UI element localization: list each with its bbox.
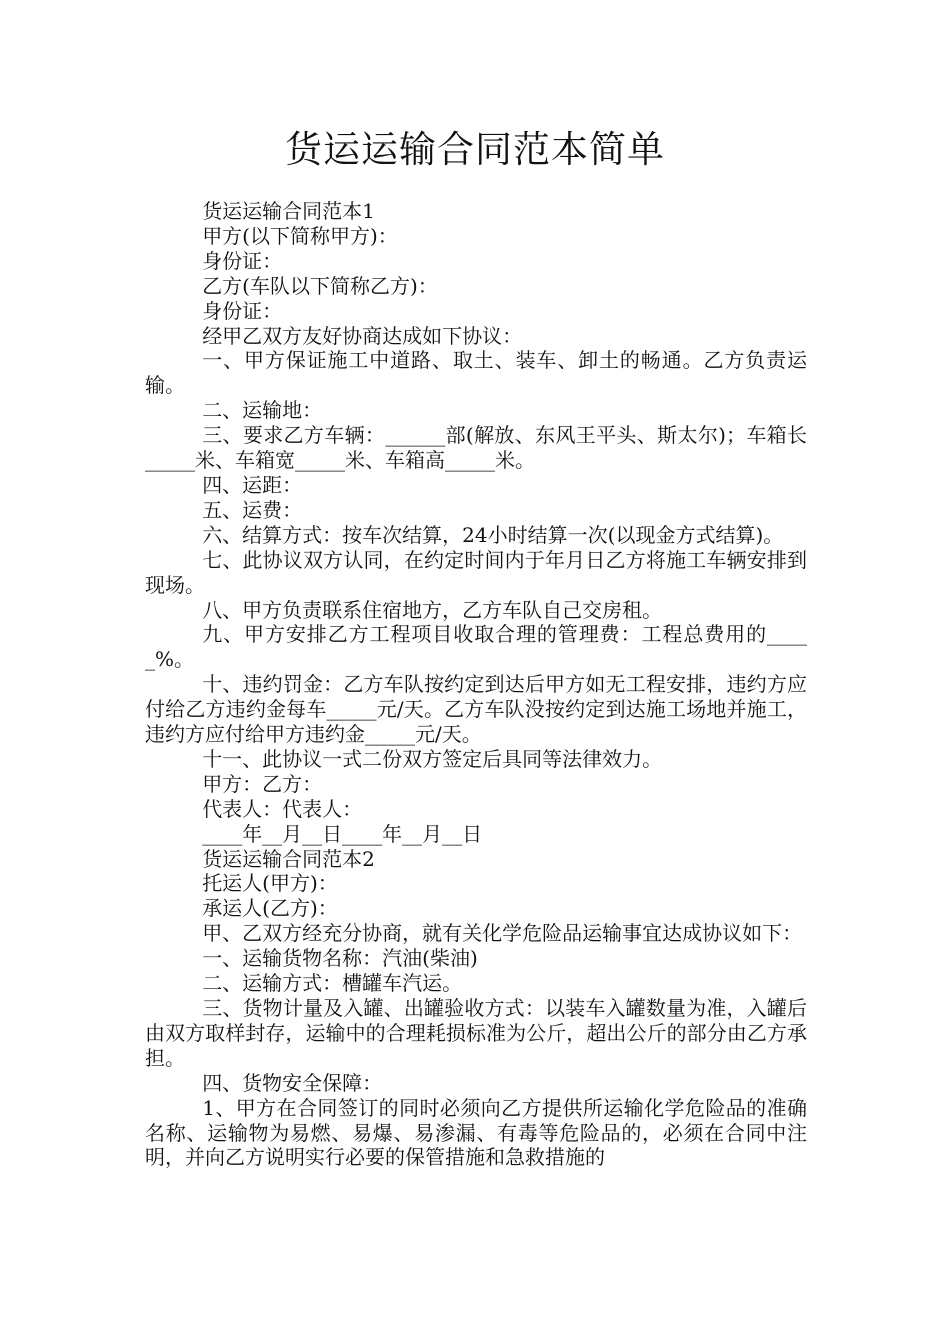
party-b-line: 乙方(车队以下简称乙方)： xyxy=(202,273,438,298)
signature-representatives: 代表人：代表人： xyxy=(202,796,363,821)
clause-10: 十、违约罚金：乙方车队按约定到达后甲方如无工程安排，违约方应付给乙方违约金每车_____元/天。乙方车队没按约定到达施工场地并施工，违约方应付给甲方违约金_____元/天。 xyxy=(145,672,807,747)
clause-2: 二、运输地： xyxy=(202,398,323,423)
clause-5: 五、运费： xyxy=(202,497,303,522)
agreement-intro: 经甲乙双方友好协商达成如下协议： xyxy=(202,323,523,348)
agreement-intro-2: 甲、乙双方经充分协商，就有关化学危险品运输事宜达成协议如下： xyxy=(202,921,803,946)
signature-parties: 甲方：乙方： xyxy=(202,771,323,796)
document-title: 货运运输合同范本简单 xyxy=(285,128,665,171)
clause-2-4: 四、货物安全保障： xyxy=(202,1070,383,1095)
document-body xyxy=(145,199,807,1170)
clause-7: 七、此协议双方认同，在约定时间内于年月日乙方将施工车辆安排到现场。 xyxy=(145,547,807,597)
clause-2-2: 二、运输方式：槽罐车汽运。 xyxy=(202,971,463,996)
clause-11: 十一、此协议一式二份双方签定后具同等法律效力。 xyxy=(202,746,663,771)
carrier-line: 承运人(乙方)： xyxy=(202,896,338,921)
shipper-line: 托运人(甲方)： xyxy=(202,871,338,896)
section-heading-sample-2: 货运运输合同范本2 xyxy=(202,846,375,871)
clause-1: 一、甲方保证施工中道路、取土、装车、卸土的畅通。乙方负责运输。 xyxy=(145,348,807,398)
signature-dates: ____年__月__日____年__月__日 xyxy=(202,821,483,846)
clause-2-4-1: 1、甲方在合同签订的同时必须向乙方提供所运输化学危险品的准确名称、运输物为易燃、易爆、易渗漏、有毒等危险品的，必须在合同中注明，并向乙方说明实行必要的保管措施和急救措施的 xyxy=(145,1095,807,1170)
section-heading-sample-1: 货运运输合同范本1 xyxy=(202,199,375,223)
clause-4: 四、运距： xyxy=(202,472,303,497)
clause-2-1: 一、运输货物名称：汽油(柴油) xyxy=(202,946,478,971)
clause-3: 三、要求乙方车辆：______部(解放、东风王平头、斯太尔)；车箱长_____米、车箱宽_____米、车箱高_____米。 xyxy=(145,423,807,473)
clause-2-3: 三、货物计量及入罐、出罐验收方式：以装车入罐数量为准，入罐后由双方取样封存，运输中的合理耗损标准为公斤，超出公斤的部分由乙方承担。 xyxy=(145,996,807,1070)
party-a-line: 甲方(以下简称甲方)： xyxy=(202,223,398,248)
clause-9: 九、甲方安排乙方工程项目收取合理的管理费：工程总费用的_____%。 xyxy=(145,622,807,672)
party-a-id-line: 身份证： xyxy=(202,248,283,273)
clause-8: 八、甲方负责联系住宿地方，乙方车队自己交房租。 xyxy=(202,597,663,622)
clause-6: 六、结算方式：按车次结算，24小时结算一次(以现金方式结算)。 xyxy=(202,522,784,547)
party-b-id-line: 身份证： xyxy=(202,298,283,323)
